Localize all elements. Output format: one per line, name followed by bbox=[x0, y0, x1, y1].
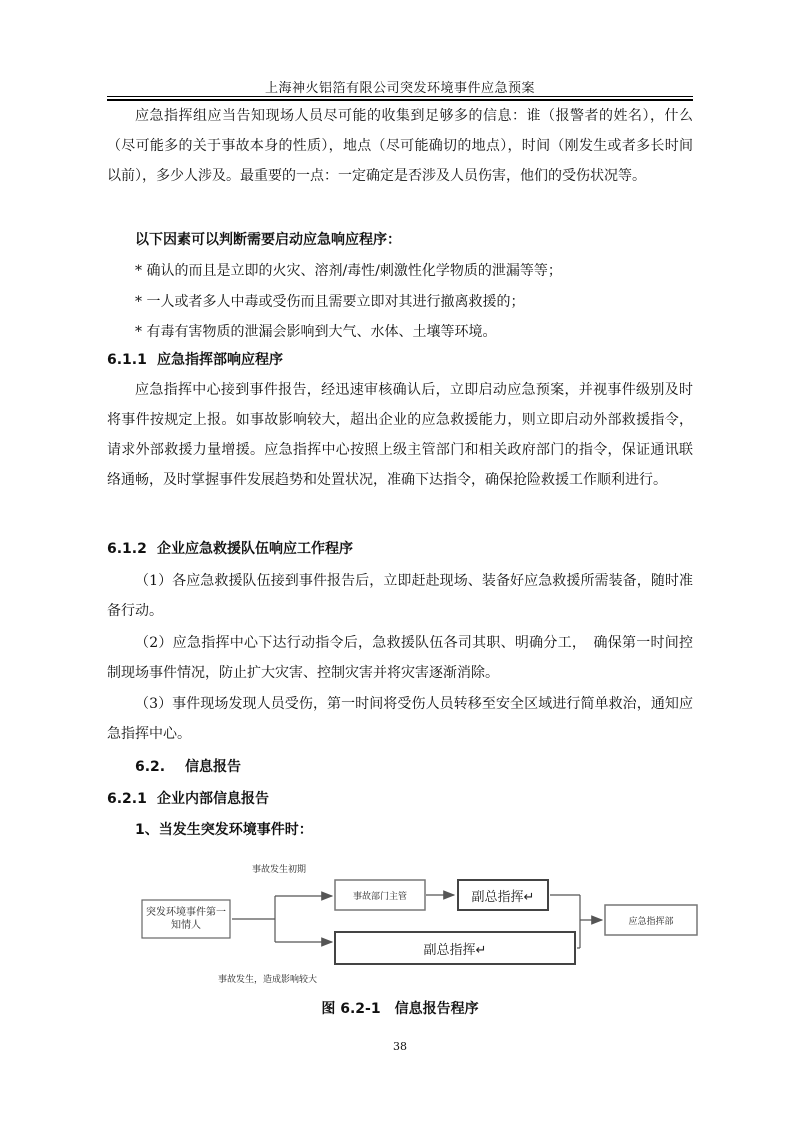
section-heading-6-2 bbox=[135, 756, 241, 776]
label-early-stage: 事故发生初期 bbox=[252, 865, 307, 875]
label-serious-impact: 事故发生，造成影响较大 bbox=[218, 975, 318, 985]
section-title: 企业应急救援队伍响应工作程序 bbox=[157, 541, 353, 557]
figure-caption: 图 6.2-1 信息报告程序 bbox=[321, 1001, 479, 1017]
section-title: 信息报告 bbox=[185, 759, 241, 775]
node-deputy-commander-bottom-text: 副总指挥↵ bbox=[423, 943, 487, 958]
section-title: 应急指挥部响应程序 bbox=[157, 352, 283, 368]
header-rule-thin bbox=[107, 96, 693, 97]
section-number: 6.1.2 bbox=[107, 541, 147, 557]
node-first-informant bbox=[142, 900, 230, 938]
intro-paragraph: 应急指挥组应当告知现场人员尽可能的收集到足够多的信息：谁（报警者的姓名），什么（尽可能多的关于事故本身的性质），地点（尽可能确切的地点），时间（刚发生或者多长时间以前），多少人涉及。最重要的一点：一定确定是否涉及人员伤害，他们的受伤状况等。 bbox=[107, 108, 693, 184]
page-number: 38 bbox=[393, 1040, 407, 1053]
factor-item: * 一人或者多人中毒或受伤而且需要立即对其进行撤离救援的； bbox=[135, 294, 525, 310]
node-deputy-commander-top-text: 副总指挥↵ bbox=[471, 890, 535, 905]
node-command-center-text: 应急指挥部 bbox=[628, 917, 674, 927]
factor-item: * 确认的而且是立即的火灾、溶剂/毒性/刺激性化学物质的泄漏等等； bbox=[135, 263, 562, 279]
section-title: 企业内部信息报告 bbox=[157, 791, 269, 807]
response-item: （2）应急指挥中心下达行动指令后，急救援队伍各司其职、明确分工， 确保第一时间控制现场事件情况，防止扩大灾害、控制灾害并将灾害逐渐消除。 bbox=[107, 635, 693, 681]
section-heading-6-1-2 bbox=[107, 538, 353, 558]
response-item: （1）各应急救援队伍接到事件报告后，立即赶赴现场、装备好应急救援所需装备，随时准备行动。 bbox=[107, 573, 693, 619]
info-report-diagram bbox=[140, 858, 700, 988]
section-6-1-1-body: 应急指挥中心接到事件报告，经迅速审核确认后，立即启动应急预案，并视事件级别及时将事件按规定上报。如事故影响较大，超出企业的应急救援能力，则立即启动外部救援指令，请求外部救援力量增援。应急指挥中心按照上级主管部门和相关政府部门的指令，保证通讯联络通畅，及时掌握事件发展趋势和处置状况，准确下达指令，确保抢险救援工作顺利进行。 bbox=[107, 382, 693, 488]
subheading: 1、当发生突发环境事件时： bbox=[135, 822, 313, 838]
section-number: 6.1.1 bbox=[107, 352, 147, 368]
response-item: （3）事件现场发现人员受伤，第一时间将受伤人员转移至安全区域进行简单救治，通知应急指挥中心。 bbox=[107, 696, 693, 742]
factors-title: 以下因素可以判断需要启动应急响应程序： bbox=[135, 232, 401, 248]
page-header: 上海神火铝箔有限公司突发环境事件应急预案 bbox=[264, 81, 535, 96]
section-heading-6-1-1 bbox=[107, 349, 283, 369]
node-first-informant-text: 突发环境事件第一知情人 bbox=[146, 907, 226, 931]
node-dept-head-text: 事故部门主管 bbox=[352, 892, 408, 902]
section-number: 6.2. bbox=[135, 759, 166, 775]
section-number: 6.2.1 bbox=[107, 791, 147, 807]
section-heading-6-2-1 bbox=[107, 788, 269, 808]
factor-item: * 有毒有害物质的泄漏会影响到大气、水体、土壤等环境。 bbox=[135, 324, 497, 340]
